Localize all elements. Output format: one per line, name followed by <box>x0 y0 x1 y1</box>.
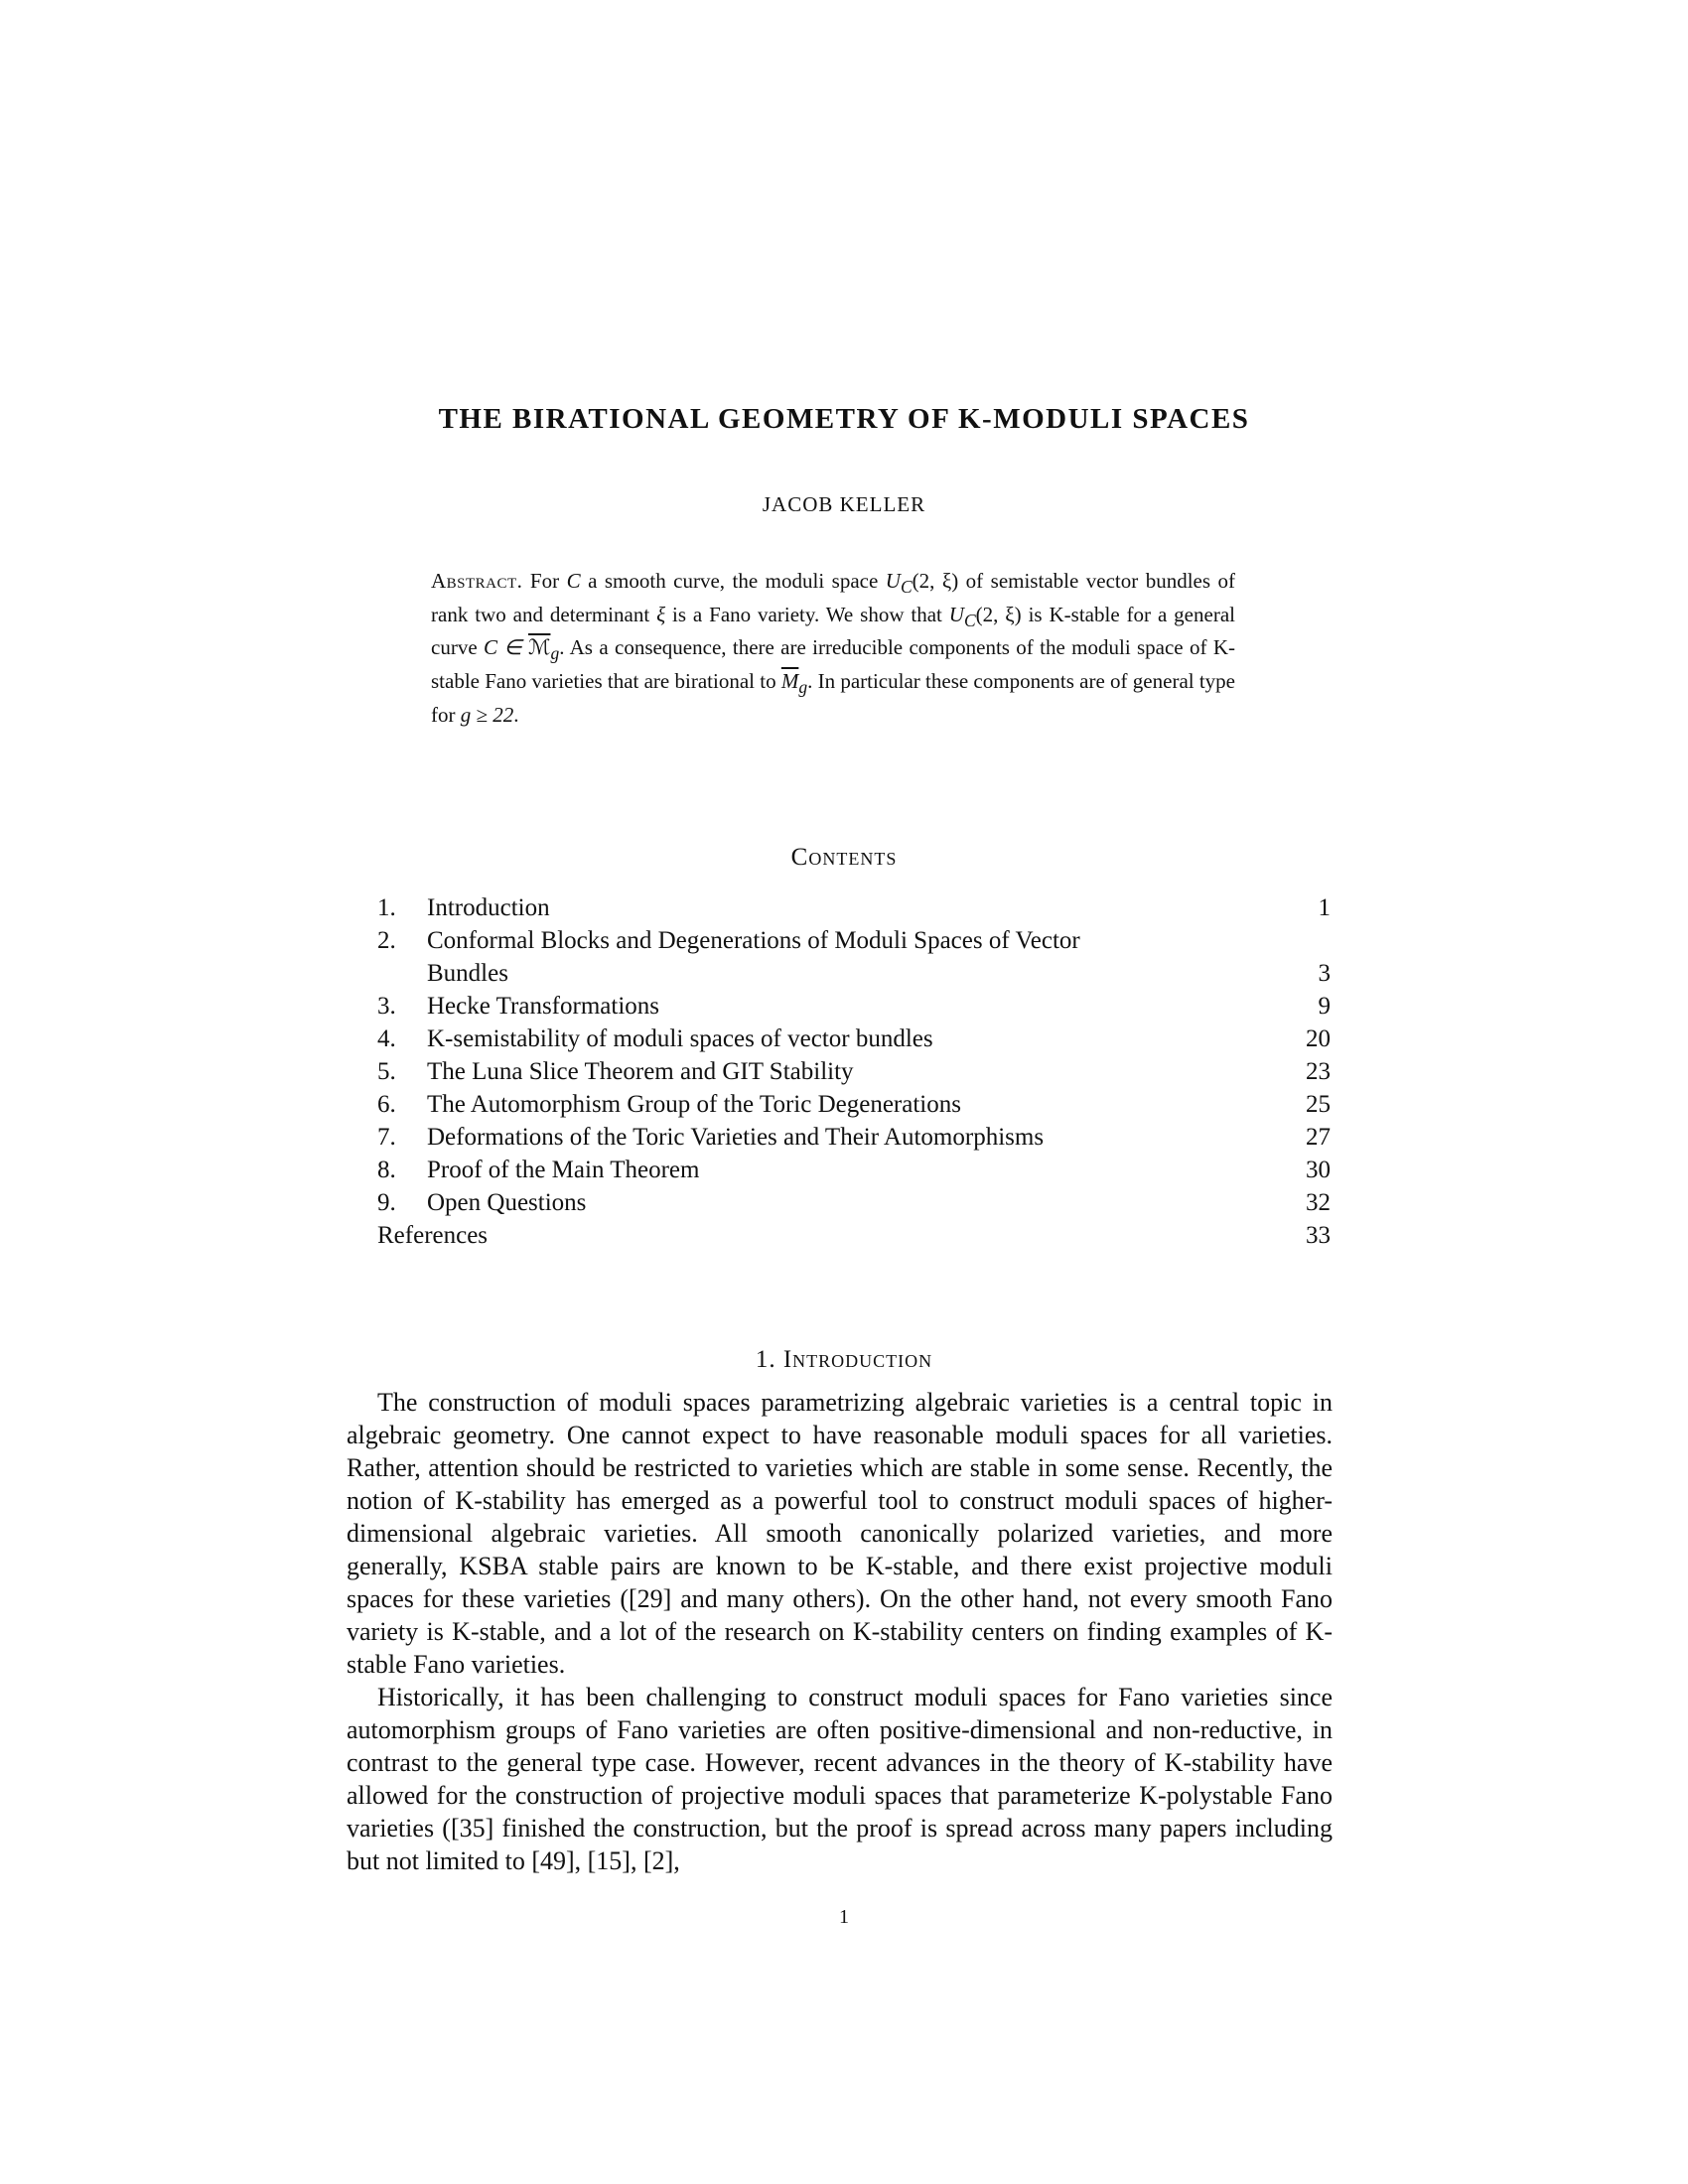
toc-entry-number: 1. <box>377 894 396 921</box>
toc-entry-references[interactable] <box>377 1219 1331 1252</box>
author-name: JACOB KELLER <box>762 492 926 516</box>
toc-entry-page: 20 <box>1306 1025 1331 1052</box>
section-body <box>347 1386 1333 1877</box>
toc-entry-page: 25 <box>1306 1091 1331 1118</box>
toc-entry-page: 23 <box>1306 1058 1331 1085</box>
abstract-math-subscript: C <box>963 610 976 630</box>
toc-entry[interactable] <box>377 1023 1331 1055</box>
abstract-label: Abstract. <box>431 569 523 593</box>
toc-entry[interactable] <box>377 1055 1331 1088</box>
abstract-math-overline: $\overline{M}$ <box>780 669 799 694</box>
paper-title: THE BIRATIONAL GEOMETRY OF K-MODULI SPACES <box>438 403 1250 435</box>
toc-entry-number: 2. <box>377 927 396 954</box>
toc-entry-page: 3 <box>1318 960 1331 987</box>
toc-entry-title: K-semistability of moduli spaces of vector bundles <box>427 1025 933 1052</box>
abstract-math: (2, ξ) <box>975 602 1022 626</box>
toc-entry[interactable] <box>377 1154 1331 1186</box>
toc-entry[interactable] <box>377 1186 1331 1219</box>
toc-entry[interactable] <box>377 891 1331 924</box>
toc-entry[interactable] <box>377 1088 1331 1121</box>
toc-entry-page: 30 <box>1306 1157 1331 1183</box>
toc-entry-number: 3. <box>377 993 396 1020</box>
abstract-math: (2, ξ) <box>912 569 959 593</box>
abstract-math: C <box>566 569 581 593</box>
table-of-contents <box>377 891 1331 1252</box>
toc-entry-number: 6. <box>377 1091 396 1118</box>
abstract <box>431 568 1235 729</box>
toc-entry-number: 7. <box>377 1124 396 1151</box>
toc-entry-number: 9. <box>377 1189 396 1216</box>
abstract-text: is K-stable for a general curve <box>431 602 1235 660</box>
toc-entry-page: 32 <box>1306 1189 1331 1216</box>
toc-entry[interactable] <box>377 924 1331 957</box>
section-number: 1. <box>755 1346 776 1373</box>
abstract-math-overline: ℳ <box>527 635 551 660</box>
abstract-math: C ∈ <box>483 635 528 660</box>
abstract-math: g ≥ 22 <box>460 702 514 727</box>
toc-entry-title: Conformal Blocks and Degenerations of Moduli Spaces of Vector <box>427 927 1080 954</box>
section-heading <box>0 1346 1688 1374</box>
abstract-text: is a Fano variety. We show that <box>665 602 949 626</box>
toc-entry-page: 33 <box>1306 1222 1331 1249</box>
toc-entry-title: Deformations of the Toric Varieties and Their Automorphisms <box>427 1124 1045 1151</box>
abstract-math: U <box>885 569 901 593</box>
abstract-math-subscript: g <box>550 643 560 664</box>
toc-entry-number: 5. <box>377 1058 396 1085</box>
body-paragraph: Historically, it has been challenging to construct moduli spaces for Fano varieties since automorphism groups of Fano varieties are often positive-dimensional and non-reductive, in contrast to the general type case. However, recent advances in the theory of K-stability have allowed for the construction of projective moduli spaces that parameterize K-polystable Fano varieties ([35] finished the construction, but the proof is spread across many papers including but not limited to [49], [15], [2], <box>347 1683 1333 1875</box>
toc-entry[interactable] <box>377 1121 1331 1154</box>
toc-entry-title: Introduction <box>427 894 550 921</box>
abstract-math: ξ <box>656 602 666 626</box>
toc-entry-title: Proof of the Main Theorem <box>427 1157 700 1183</box>
toc-entry-number: 8. <box>377 1157 396 1183</box>
abstract-text: a smooth curve, the moduli space <box>580 569 886 593</box>
toc-entry-title: References <box>377 1222 489 1249</box>
abstract-math: U <box>948 602 964 626</box>
toc-entry-page: 27 <box>1306 1124 1331 1151</box>
section-title: Introduction <box>782 1346 933 1373</box>
toc-entry-title: Open Questions <box>427 1189 587 1216</box>
toc-entry-title: The Automorphism Group of the Toric Degenerations <box>427 1091 961 1118</box>
contents-heading: Contents <box>790 844 898 871</box>
abstract-text: of semistable vector bundles of rank two and determinant <box>431 569 1236 626</box>
toc-entry-title: Bundles <box>427 960 508 987</box>
abstract-math-subscript: C <box>900 577 913 598</box>
abstract-math-subscript: g <box>798 677 808 698</box>
toc-entry-continuation[interactable] <box>377 957 1331 990</box>
toc-entry[interactable] <box>377 990 1331 1023</box>
toc-entry-page: 1 <box>1318 894 1331 921</box>
abstract-text: For <box>529 569 567 593</box>
toc-entry-title: Hecke Transformations <box>427 993 659 1020</box>
abstract-text: . <box>513 702 519 727</box>
toc-entry-title: The Luna Slice Theorem and GIT Stability <box>427 1058 854 1085</box>
toc-entry-page: 9 <box>1318 993 1331 1020</box>
body-paragraph: The construction of moduli spaces parametrizing algebraic varieties is a central topic in algebraic geometry. One cannot expect to have reasonable moduli spaces for all varieties. Rather, attention should be restricted to varieties which are stable in some sense. Recently, the notion of K-stability has emerged as a powerful tool to construct moduli spaces of higher-dimensional algebraic varieties. All smooth canonically polarized varieties, and more generally, KSBA stable pairs are known to be K-stable, and there exist projective moduli spaces for these varieties ([29] and many others). On the other hand, not every smooth Fano variety is K-stable, and a lot of the research on K-stability centers on finding examples of K-stable Fano varieties. <box>347 1388 1333 1679</box>
page-number: 1 <box>839 1906 849 1928</box>
toc-entry-number: 4. <box>377 1025 396 1052</box>
abstract-text: . As a consequence, there are irreducible components of the moduli space of K-stable Fano varieties that are birational to <box>431 635 1235 694</box>
abstract-text: . In particular these components are of general type for <box>431 669 1236 727</box>
